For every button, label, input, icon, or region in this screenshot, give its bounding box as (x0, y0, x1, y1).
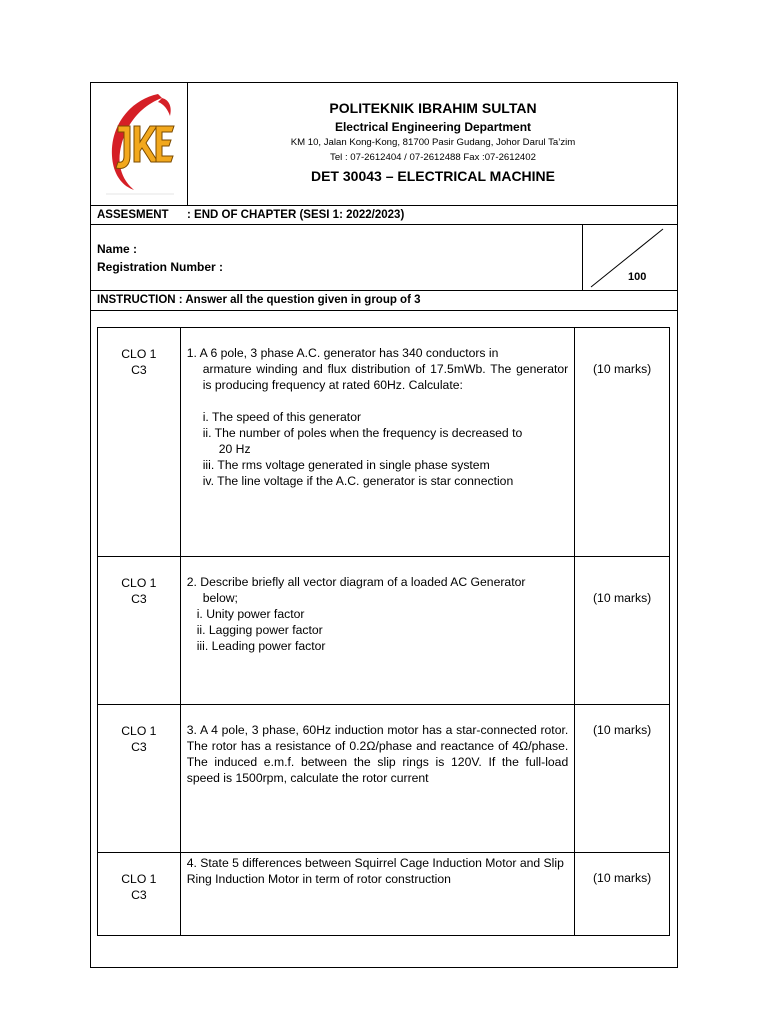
document-header (90, 82, 678, 206)
sub-question: iii. Leading power factor (196, 639, 326, 653)
jke-logo-icon (100, 86, 180, 198)
question-row-3 (98, 705, 670, 853)
question-row-1 (98, 328, 670, 557)
sub-question-cont: 20 Hz (218, 442, 251, 456)
assessment-label: ASSESMENT (97, 209, 169, 221)
marks-value: (10 marks) (593, 362, 652, 376)
cognitive-level: C3 (131, 740, 147, 754)
total-marks: 100 (628, 271, 647, 283)
marks-value: (10 marks) (593, 591, 652, 605)
marks-cell (575, 705, 670, 853)
question-cell (180, 853, 575, 936)
marks-cell (575, 328, 670, 557)
question-text: 1. A 6 pole, 3 phase A.C. generator has 340 conductors in (186, 346, 499, 360)
clo-cell (98, 557, 181, 705)
question-row-2 (98, 557, 670, 705)
department-name: Electrical Engineering Department (334, 120, 532, 134)
sub-question: i. Unity power factor (196, 607, 305, 621)
question-row-4 (98, 853, 670, 936)
cognitive-level: C3 (131, 592, 147, 606)
questions-table (97, 327, 670, 936)
marks-cell (575, 853, 670, 936)
question-cell (180, 557, 575, 705)
question-cell (180, 328, 575, 557)
assessment-value: : END OF CHAPTER (SESI 1: 2022/2023) (187, 209, 405, 221)
marks-cell (575, 557, 670, 705)
sub-question: iii. The rms voltage generated in single phase system (202, 458, 490, 472)
registration-label: Registration Number : (97, 260, 224, 274)
clo-label: CLO 1 (121, 347, 157, 361)
contact-numbers: Tel : 07-2612404 / 07-2612488 Fax :07-2612402 (330, 152, 536, 163)
sub-question: iv. The line voltage if the A.C. generator is star connection (202, 474, 514, 488)
score-box (582, 225, 678, 290)
question-text: 3. A 4 pole, 3 phase, 60Hz induction motor has a star-connected rotor. The rotor has a resistance of 0.2Ω/phase and reactance of 4Ω/phase. The induced e.m.f. between the slip rings is 120V. If the full-load speed is 1500rpm, calculate the rotor current (186, 723, 569, 785)
assessment-row (90, 206, 678, 225)
student-info-row (90, 225, 678, 291)
sub-question-list (187, 606, 569, 654)
instruction-text: INSTRUCTION : Answer all the question given in group of 3 (97, 294, 421, 306)
sub-question: ii. The number of poles when the frequency is decreased to (202, 426, 523, 440)
course-title: DET 30043 – ELECTRICAL MACHINE (310, 168, 555, 184)
question-text: 2. Describe briefly all vector diagram of a loaded AC Generator (186, 575, 526, 589)
cognitive-level: C3 (131, 888, 147, 902)
question-text-cont: below; (202, 591, 238, 605)
logo-letters (116, 126, 174, 169)
clo-cell (98, 705, 181, 853)
marks-value: (10 marks) (593, 871, 652, 885)
clo-cell (98, 853, 181, 936)
clo-label: CLO 1 (121, 724, 157, 738)
question-cell (180, 705, 575, 853)
instruction-row (90, 291, 678, 311)
question-text-cont: armature winding and flux distribution of 17.5mWb. The generator is producing frequency at rated 60Hz. Calculate: (202, 362, 569, 392)
address: KM 10, Jalan Kong-Kong, 81700 Pasir Gudang, Johor Darul Ta’zim (290, 137, 576, 148)
marks-value: (10 marks) (593, 723, 652, 737)
institution-name: POLITEKNIK IBRAHIM SULTAN (329, 100, 537, 116)
sub-question-list (187, 409, 569, 489)
cognitive-level: C3 (131, 363, 147, 377)
question-text: 4. State 5 differences between Squirrel Cage Induction Motor and Slip Ring Induction Motor in term of rotor construction (186, 856, 564, 886)
clo-label: CLO 1 (121, 872, 157, 886)
name-label: Name : (97, 242, 138, 256)
sub-question: i. The speed of this generator (202, 410, 362, 424)
sub-question: ii. Lagging power factor (196, 623, 323, 637)
logo-cell (90, 82, 188, 205)
clo-cell (98, 328, 181, 557)
clo-label: CLO 1 (121, 576, 157, 590)
